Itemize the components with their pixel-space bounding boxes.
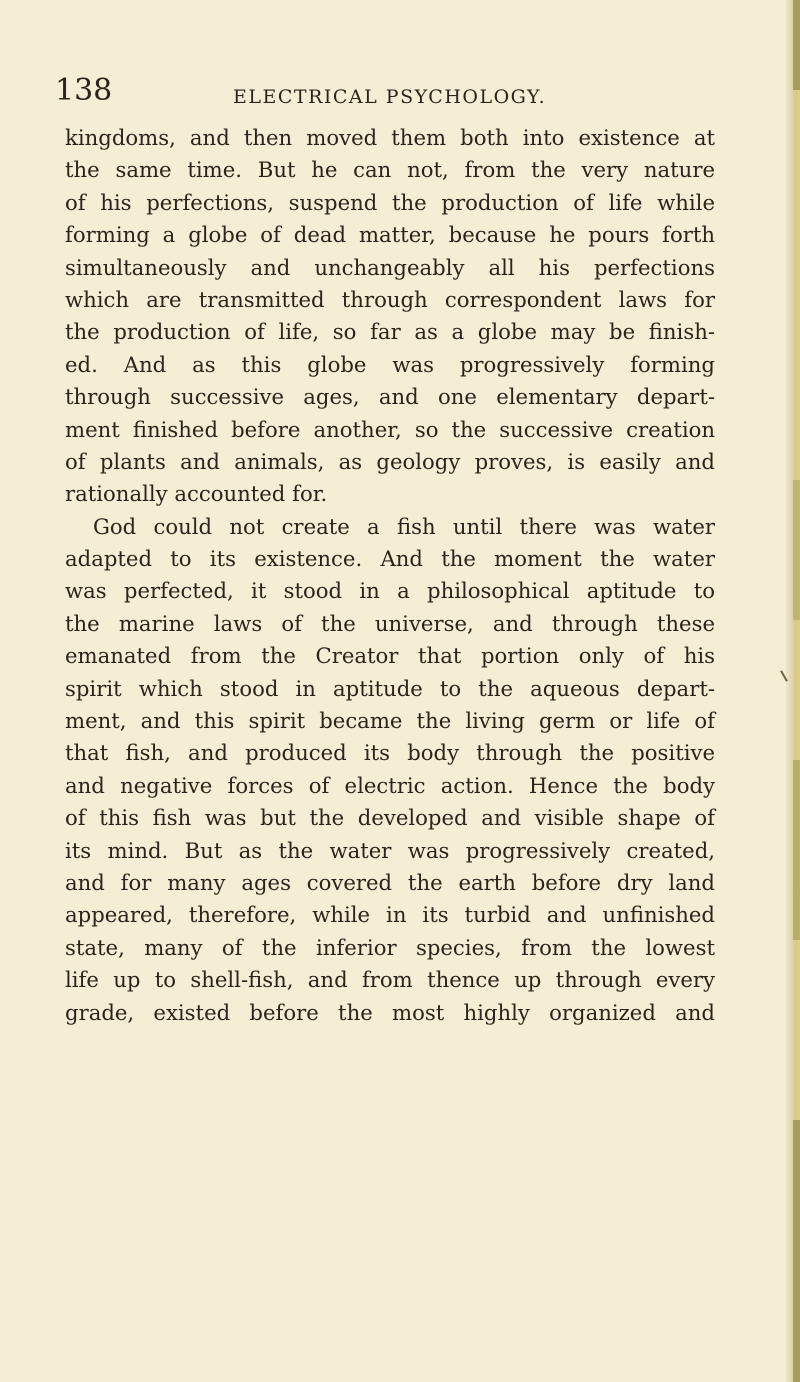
text-line: its mind. But as the water was progressively created,: [65, 837, 715, 863]
page-number: 138: [55, 73, 113, 108]
text-line: was perfected, it stood in a philosophical aptitude to: [65, 578, 715, 604]
edge-stain: [793, 760, 800, 940]
text-line: state, many of the inferior species, from the lowest: [65, 934, 715, 960]
text-line: adapted to its existence. And the moment the water: [65, 546, 715, 572]
text-line: the production of life, so far as a globe may be finish-: [65, 319, 715, 345]
text-line: through successive ages, and one elementary depart-: [65, 384, 715, 410]
text-line: of this fish was but the developed and visible shape of: [65, 805, 715, 831]
text-line: the marine laws of the universe, and through these: [65, 610, 715, 636]
text-line: of plants and animals, as geology proves, is easily and: [65, 448, 715, 474]
text-line: emanated from the Creator that portion only of his: [65, 643, 715, 669]
text-line: the same time. But he can not, from the very nature: [65, 157, 715, 183]
page-edge: [786, 0, 800, 1382]
edge-stain: [793, 480, 800, 620]
text-line: and negative forces of electric action. Hence the body: [65, 772, 715, 798]
edge-stain: [793, 0, 800, 90]
paragraph-first-line: God could not create a fish until there was water: [93, 513, 715, 539]
text-line: life up to shell-fish, and from thence up through every: [65, 967, 715, 993]
text-line: grade, existed before the most highly organized and: [65, 999, 715, 1025]
body-text: [65, 122, 715, 1029]
running-title: ELECTRICAL PSYCHOLOGY.: [233, 86, 547, 108]
paragraph-last-line: rationally accounted for.: [65, 481, 328, 507]
text-line: which are transmitted through correspondent laws for: [65, 286, 715, 312]
text-line: spirit which stood in aptitude to the aqueous depart-: [65, 675, 715, 701]
text-line: of his perfections, suspend the production of life while: [65, 189, 715, 215]
text-line: ed. And as this globe was progressively forming: [65, 351, 715, 377]
text-line: ment, and this spirit became the living germ or life of: [65, 708, 715, 734]
text-line: appeared, therefore, while in its turbid and unfinished: [65, 902, 715, 928]
text-line: forming a globe of dead matter, because he pours forth: [65, 222, 715, 248]
text-line: simultaneously and unchangeably all his perfections: [65, 254, 715, 280]
text-line: that fish, and produced its body through the positive: [65, 740, 715, 766]
text-line: kingdoms, and then moved them both into existence at: [65, 125, 715, 150]
text-line: ment finished before another, so the successive creation: [65, 416, 715, 442]
text-line: and for many ages covered the earth before dry land: [65, 869, 715, 895]
edge-stain: [793, 1120, 800, 1382]
